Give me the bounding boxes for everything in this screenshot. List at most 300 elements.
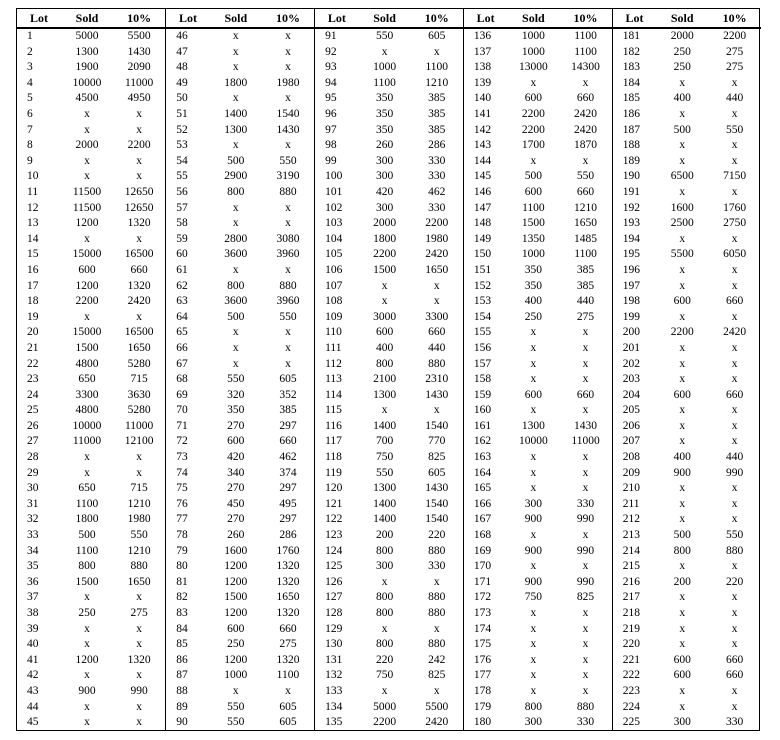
cell-pct: 3630 xyxy=(127,388,151,401)
header-pct-g3: 10% xyxy=(411,9,464,28)
cell-sold: 1100 xyxy=(522,201,545,214)
cell-pct: x xyxy=(136,108,143,121)
table-row xyxy=(17,497,761,513)
cell-lot: 73 xyxy=(166,450,210,466)
cell-pct: x xyxy=(136,170,143,183)
cell-sold: 300 xyxy=(673,716,691,729)
cell-lot: 52 xyxy=(166,123,210,139)
cell-pct: x xyxy=(731,684,738,697)
cell-lot: 18 xyxy=(27,295,39,308)
cell-pct: 385 xyxy=(428,108,446,121)
cell-pct: 990 xyxy=(130,684,148,697)
cell-lot: 54 xyxy=(166,154,210,170)
cell-sold: 1300 xyxy=(75,45,99,58)
cell-pct: 2420 xyxy=(574,108,598,121)
cell-lot: 44 xyxy=(27,700,39,713)
header-lot-g5: Lot xyxy=(612,9,656,28)
cell-lot: 170 xyxy=(463,559,507,575)
cell-pct: 1100 xyxy=(425,61,449,74)
cell-lot: 110 xyxy=(315,325,359,341)
cell-lot: 149 xyxy=(463,232,507,248)
cell-lot: 196 xyxy=(612,263,656,279)
cell-pct: x xyxy=(136,451,143,464)
cell-lot: 47 xyxy=(166,45,210,61)
cell-pct: 3300 xyxy=(425,310,449,323)
cell-pct: x xyxy=(731,185,738,198)
cell-pct: 1210 xyxy=(127,544,151,557)
cell-sold: x xyxy=(530,622,537,635)
cell-sold: 1400 xyxy=(224,108,248,121)
cell-pct: x xyxy=(731,341,738,354)
cell-sold: x xyxy=(679,497,686,510)
cell-pct: x xyxy=(582,638,589,651)
cell-lot: 205 xyxy=(612,403,656,419)
cell-sold: 270 xyxy=(227,513,245,526)
cell-pct: 330 xyxy=(428,170,446,183)
header-sold-g2: Sold xyxy=(210,9,262,28)
cell-pct: 770 xyxy=(428,435,446,448)
cell-sold: 500 xyxy=(673,529,691,542)
cell-pct: x xyxy=(136,669,143,682)
cell-pct: 2420 xyxy=(723,326,747,339)
cell-lot: 128 xyxy=(315,606,359,622)
cell-lot: 179 xyxy=(463,700,507,716)
cell-lot: 62 xyxy=(166,279,210,295)
cell-sold: 1800 xyxy=(373,232,397,245)
cell-pct: x xyxy=(582,373,589,386)
cell-pct: x xyxy=(582,607,589,620)
cell-pct: 330 xyxy=(428,560,446,573)
cell-sold: x xyxy=(679,76,686,89)
cell-sold: 600 xyxy=(673,653,691,666)
cell-lot: 94 xyxy=(315,76,359,92)
header-pct-g1: 10% xyxy=(113,9,166,28)
cell-lot: 41 xyxy=(27,653,39,666)
cell-pct: x xyxy=(582,357,589,370)
cell-pct: 5500 xyxy=(425,700,449,713)
cell-lot: 103 xyxy=(315,216,359,232)
cell-sold: x xyxy=(84,700,90,713)
cell-sold: x xyxy=(84,591,90,604)
cell-sold: 750 xyxy=(524,591,543,604)
header-lot-g1: Lot xyxy=(17,9,61,28)
cell-sold: x xyxy=(679,513,686,526)
cell-pct: 1320 xyxy=(127,279,151,292)
cell-sold: x xyxy=(679,700,686,713)
table-row xyxy=(17,559,761,575)
cell-lot: 214 xyxy=(612,544,656,560)
cell-lot: 171 xyxy=(463,575,507,591)
cell-pct: x xyxy=(731,419,738,432)
cell-sold: 11000 xyxy=(72,435,102,448)
cell-lot: 6 xyxy=(27,108,33,121)
cell-pct: 1430 xyxy=(574,419,598,432)
cell-sold: 2200 xyxy=(373,248,397,261)
cell-sold: x xyxy=(232,357,239,370)
cell-lot: 127 xyxy=(315,590,359,606)
cell-lot: 158 xyxy=(463,372,507,388)
cell-sold: x xyxy=(232,139,239,152)
table-row xyxy=(17,138,761,154)
cell-sold: 400 xyxy=(673,451,691,464)
cell-lot: 151 xyxy=(463,263,507,279)
cell-lot: 16 xyxy=(27,263,39,276)
cell-sold: x xyxy=(679,310,686,323)
cell-sold: 2900 xyxy=(224,170,248,183)
cell-pct: 1760 xyxy=(276,544,300,557)
table-row xyxy=(17,279,761,295)
header-sold-g3: Sold xyxy=(359,9,411,28)
cell-sold: 1500 xyxy=(75,341,99,354)
cell-sold: 200 xyxy=(375,529,394,542)
cell-sold: x xyxy=(84,108,90,121)
cell-pct: 12650 xyxy=(124,201,154,214)
cell-pct: x xyxy=(285,217,291,230)
cell-lot: 125 xyxy=(315,559,359,575)
cell-pct: x xyxy=(731,497,738,510)
cell-pct: x xyxy=(582,326,589,339)
cell-pct: 880 xyxy=(428,357,446,370)
table-row xyxy=(17,372,761,388)
cell-sold: x xyxy=(679,560,686,573)
table-row xyxy=(17,450,761,466)
table-row xyxy=(17,528,761,544)
cell-pct: x xyxy=(731,607,738,620)
cell-pct: 385 xyxy=(279,404,297,417)
cell-sold: 600 xyxy=(78,263,96,276)
cell-lot: 93 xyxy=(315,60,359,76)
cell-lot: 59 xyxy=(166,232,210,248)
cell-sold: 500 xyxy=(227,310,245,323)
cell-lot: 156 xyxy=(463,341,507,357)
table-row xyxy=(17,715,761,731)
cell-pct: 2420 xyxy=(425,248,449,261)
cell-sold: 800 xyxy=(673,544,691,557)
cell-pct: 1100 xyxy=(276,669,300,682)
cell-sold: 340 xyxy=(227,466,245,479)
table-row xyxy=(17,684,761,700)
cell-pct: x xyxy=(582,76,589,89)
cell-sold: 800 xyxy=(375,544,394,557)
cell-lot: 83 xyxy=(166,606,210,622)
cell-lot: 129 xyxy=(315,622,359,638)
cell-lot: 157 xyxy=(463,356,507,372)
cell-lot: 17 xyxy=(27,279,39,292)
cell-lot: 65 xyxy=(166,325,210,341)
cell-pct: x xyxy=(136,232,143,245)
cell-lot: 207 xyxy=(612,434,656,450)
cell-sold: x xyxy=(679,263,686,276)
cell-pct: x xyxy=(285,684,291,697)
cell-pct: 297 xyxy=(279,513,297,526)
cell-pct: x xyxy=(731,513,738,526)
cell-lot: 154 xyxy=(463,310,507,326)
cell-sold: x xyxy=(232,326,239,339)
cell-pct: x xyxy=(285,263,291,276)
cell-lot: 217 xyxy=(612,590,656,606)
cell-lot: 140 xyxy=(463,91,507,107)
cell-lot: 169 xyxy=(463,544,507,560)
cell-lot: 138 xyxy=(463,60,507,76)
cell-sold: 500 xyxy=(673,123,691,136)
cell-pct: 660 xyxy=(576,388,595,401)
header-pct-g2: 10% xyxy=(262,9,315,28)
cell-pct: 275 xyxy=(576,310,595,323)
cell-lot: 117 xyxy=(315,434,359,450)
cell-lot: 8 xyxy=(27,139,33,152)
cell-lot: 118 xyxy=(315,450,359,466)
table-row xyxy=(17,419,761,435)
cell-pct: 330 xyxy=(725,716,744,729)
table-row xyxy=(17,356,761,372)
cell-pct: 660 xyxy=(576,185,595,198)
cell-sold: 1350 xyxy=(521,232,545,245)
cell-lot: 42 xyxy=(27,669,39,682)
cell-sold: 420 xyxy=(227,451,245,464)
cell-lot: 48 xyxy=(166,60,210,76)
cell-lot: 167 xyxy=(463,512,507,528)
cell-sold: x xyxy=(679,154,686,167)
cell-lot: 107 xyxy=(315,279,359,295)
cell-sold: 2000 xyxy=(670,30,694,43)
cell-lot: 180 xyxy=(463,715,507,731)
cell-sold: x xyxy=(84,170,90,183)
cell-sold: x xyxy=(381,295,388,308)
cell-pct: 715 xyxy=(130,482,148,495)
cell-pct: 1650 xyxy=(425,263,449,276)
cell-pct: 220 xyxy=(428,529,446,542)
cell-pct: 660 xyxy=(576,92,595,105)
cell-sold: 3600 xyxy=(224,295,248,308)
cell-pct: 660 xyxy=(725,669,744,682)
cell-lot: 57 xyxy=(166,201,210,217)
cell-pct: 3190 xyxy=(276,170,300,183)
cell-lot: 172 xyxy=(463,590,507,606)
cell-lot: 132 xyxy=(315,668,359,684)
cell-pct: x xyxy=(285,92,291,105)
cell-sold: 550 xyxy=(227,700,245,713)
cell-pct: 3080 xyxy=(276,232,300,245)
cell-sold: x xyxy=(679,341,686,354)
cell-sold: 2100 xyxy=(373,373,397,386)
cell-sold: 600 xyxy=(227,435,245,448)
cell-sold: x xyxy=(84,466,90,479)
cell-lot: 134 xyxy=(315,700,359,716)
cell-pct: 1650 xyxy=(276,591,300,604)
cell-lot: 186 xyxy=(612,107,656,123)
cell-lot: 146 xyxy=(463,185,507,201)
table-row xyxy=(17,325,761,341)
cell-lot: 220 xyxy=(612,637,656,653)
cell-lot: 33 xyxy=(27,529,39,542)
cell-lot: 11 xyxy=(27,185,39,198)
cell-lot: 37 xyxy=(27,591,39,604)
cell-lot: 130 xyxy=(315,637,359,653)
cell-lot: 88 xyxy=(166,684,210,700)
cell-pct: 825 xyxy=(428,669,446,682)
cell-sold: 1200 xyxy=(75,279,99,292)
cell-pct: x xyxy=(582,529,589,542)
cell-sold: x xyxy=(679,684,686,697)
cell-lot: 197 xyxy=(612,279,656,295)
cell-sold: x xyxy=(679,591,686,604)
cell-sold: 1400 xyxy=(373,497,397,510)
cell-pct: 1485 xyxy=(574,232,598,245)
table-row xyxy=(17,310,761,326)
table-row xyxy=(17,700,761,716)
cell-pct: x xyxy=(433,45,440,58)
cell-lot: 216 xyxy=(612,575,656,591)
cell-pct: 330 xyxy=(428,154,446,167)
cell-sold: 250 xyxy=(673,61,691,74)
cell-sold: x xyxy=(679,435,686,448)
cell-lot: 28 xyxy=(27,451,39,464)
cell-pct: 440 xyxy=(725,451,744,464)
cell-sold: x xyxy=(679,638,686,651)
cell-pct: 550 xyxy=(130,529,148,542)
cell-sold: 1100 xyxy=(373,76,396,89)
cell-pct: 1430 xyxy=(127,45,151,58)
cell-sold: x xyxy=(530,529,537,542)
cell-sold: 2200 xyxy=(373,716,397,729)
cell-lot: 3 xyxy=(27,61,33,74)
cell-sold: x xyxy=(679,357,686,370)
cell-sold: 15000 xyxy=(72,248,102,261)
cell-sold: 400 xyxy=(375,341,394,354)
cell-pct: 1320 xyxy=(127,653,151,666)
cell-pct: 605 xyxy=(279,716,297,729)
cell-pct: 2310 xyxy=(425,373,449,386)
cell-pct: x xyxy=(285,326,291,339)
cell-lot: 100 xyxy=(315,169,359,185)
cell-pct: x xyxy=(731,591,738,604)
cell-lot: 112 xyxy=(315,356,359,372)
table-row xyxy=(17,294,761,310)
cell-pct: 660 xyxy=(428,326,446,339)
cell-sold: 750 xyxy=(375,451,394,464)
cell-pct: 6050 xyxy=(723,248,747,261)
cell-pct: 1210 xyxy=(127,497,151,510)
cell-lot: 99 xyxy=(315,154,359,170)
cell-sold: 420 xyxy=(375,185,394,198)
cell-lot: 104 xyxy=(315,232,359,248)
cell-lot: 153 xyxy=(463,294,507,310)
cell-sold: x xyxy=(679,279,686,292)
table-row xyxy=(17,388,761,404)
cell-lot: 50 xyxy=(166,91,210,107)
cell-pct: 1430 xyxy=(425,482,449,495)
cell-lot: 178 xyxy=(463,684,507,700)
cell-lot: 71 xyxy=(166,419,210,435)
cell-lot: 87 xyxy=(166,668,210,684)
cell-lot: 159 xyxy=(463,388,507,404)
cell-pct: 880 xyxy=(428,638,446,651)
cell-sold: 1000 xyxy=(224,669,248,682)
cell-lot: 143 xyxy=(463,138,507,154)
cell-sold: 4500 xyxy=(75,92,99,105)
cell-lot: 191 xyxy=(612,185,656,201)
cell-pct: x xyxy=(731,310,738,323)
cell-lot: 38 xyxy=(27,607,39,620)
cell-pct: 1100 xyxy=(574,248,597,261)
cell-lot: 203 xyxy=(612,372,656,388)
cell-pct: 550 xyxy=(725,123,744,136)
cell-lot: 225 xyxy=(612,715,656,731)
cell-pct: 550 xyxy=(279,154,297,167)
cell-sold: x xyxy=(84,232,90,245)
cell-lot: 95 xyxy=(315,91,359,107)
cell-sold: x xyxy=(679,607,686,620)
header-sold-g1: Sold xyxy=(61,9,113,28)
cell-sold: 11500 xyxy=(72,201,102,214)
cell-sold: 800 xyxy=(227,279,245,292)
cell-sold: 1900 xyxy=(75,61,99,74)
cell-lot: 136 xyxy=(463,28,507,45)
cell-lot: 85 xyxy=(166,637,210,653)
cell-sold: x xyxy=(232,45,239,58)
cell-sold: 300 xyxy=(524,716,543,729)
cell-lot: 13 xyxy=(27,217,39,230)
cell-lot: 195 xyxy=(612,247,656,263)
cell-lot: 31 xyxy=(27,497,39,510)
cell-lot: 148 xyxy=(463,216,507,232)
cell-sold: 1300 xyxy=(373,482,397,495)
cell-lot: 209 xyxy=(612,466,656,482)
cell-sold: 5000 xyxy=(373,700,397,713)
cell-pct: 1980 xyxy=(425,232,449,245)
cell-pct: 605 xyxy=(279,373,297,386)
table-body xyxy=(17,28,761,731)
cell-sold: 600 xyxy=(227,622,245,635)
cell-pct: 462 xyxy=(279,451,297,464)
cell-sold: x xyxy=(530,451,537,464)
cell-pct: 880 xyxy=(428,607,446,620)
cell-sold: 1200 xyxy=(224,607,248,620)
cell-lot: 181 xyxy=(612,28,656,45)
cell-pct: 605 xyxy=(279,700,297,713)
cell-lot: 72 xyxy=(166,434,210,450)
cell-lot: 22 xyxy=(27,357,39,370)
cell-pct: 880 xyxy=(725,544,744,557)
cell-sold: x xyxy=(679,404,686,417)
cell-sold: 900 xyxy=(524,513,543,526)
cell-sold: x xyxy=(381,45,388,58)
cell-pct: 1980 xyxy=(127,513,151,526)
cell-sold: x xyxy=(84,123,90,136)
cell-pct: 440 xyxy=(428,341,446,354)
cell-pct: x xyxy=(285,139,291,152)
cell-pct: 990 xyxy=(576,544,595,557)
cell-pct: 297 xyxy=(279,419,297,432)
cell-pct: 2420 xyxy=(574,123,598,136)
cell-lot: 145 xyxy=(463,169,507,185)
table-row xyxy=(17,653,761,669)
cell-lot: 7 xyxy=(27,123,33,136)
cell-lot: 66 xyxy=(166,341,210,357)
cell-lot: 25 xyxy=(27,404,39,417)
cell-pct: x xyxy=(136,591,143,604)
cell-lot: 36 xyxy=(27,575,39,588)
cell-pct: 2420 xyxy=(425,716,449,729)
cell-lot: 97 xyxy=(315,123,359,139)
cell-pct: x xyxy=(731,139,738,152)
cell-lot: 86 xyxy=(166,653,210,669)
cell-lot: 192 xyxy=(612,201,656,217)
cell-pct: x xyxy=(731,76,738,89)
cell-pct: x xyxy=(285,341,291,354)
cell-sold: 250 xyxy=(227,638,245,651)
cell-sold: 600 xyxy=(524,185,543,198)
